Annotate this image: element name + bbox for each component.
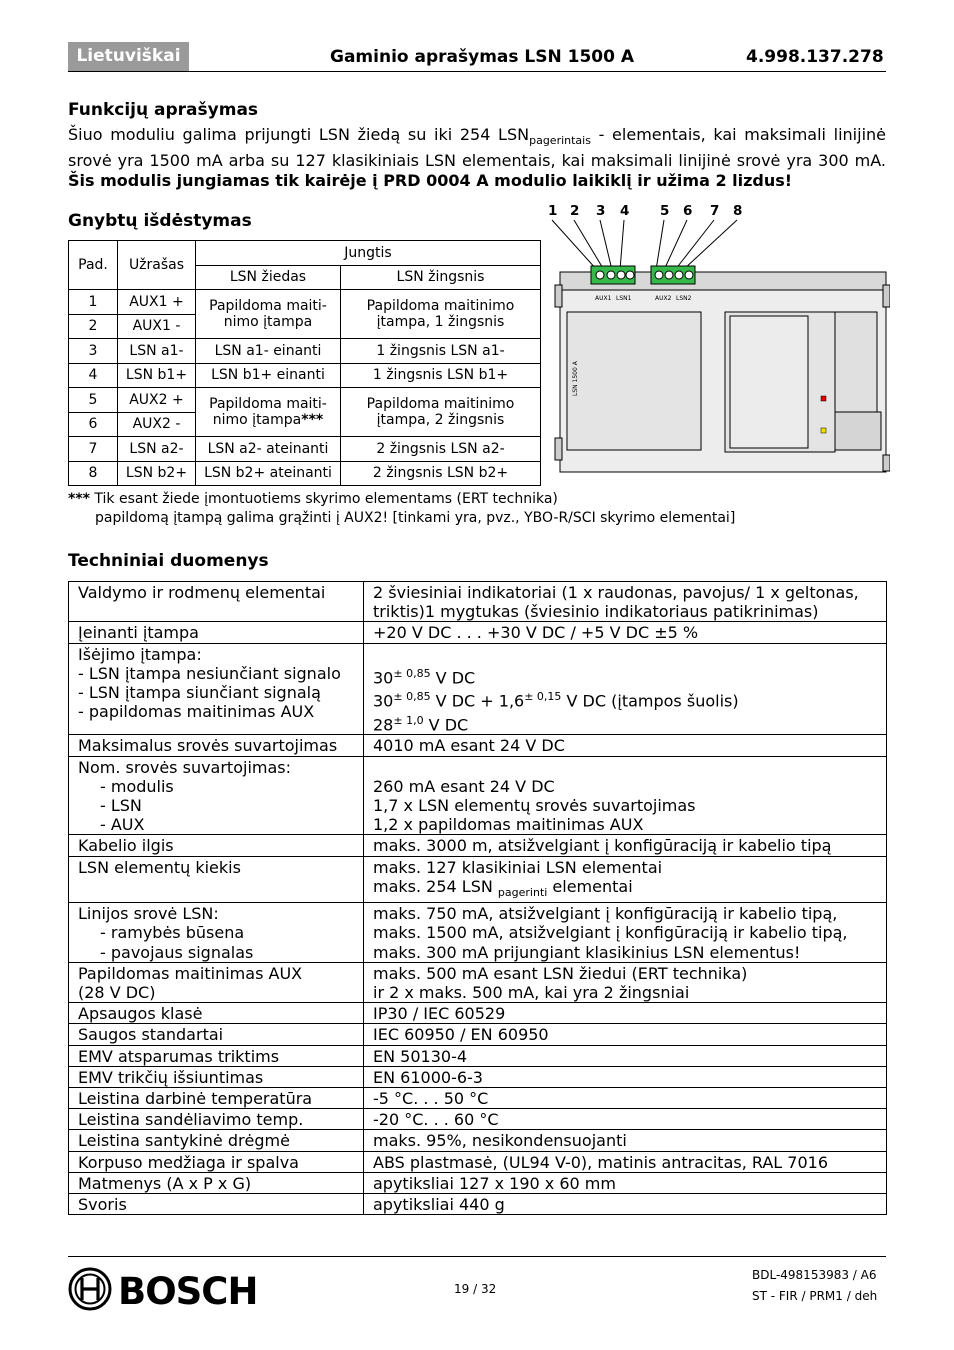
aux1-label: AUX1 xyxy=(595,295,612,302)
terminal-block-2 xyxy=(651,266,695,284)
spec-key xyxy=(69,643,364,735)
spec-value-line: maks. 500 mA esant LSN žiedui (ERT technika) xyxy=(373,963,748,983)
spec-value xyxy=(364,643,887,735)
spec-key-line: (28 V DC) xyxy=(78,983,156,1003)
pad-cell: 2 xyxy=(69,314,118,339)
value-part: elementai xyxy=(547,876,633,896)
table-row xyxy=(69,461,541,486)
function-heading: Funkcijų aprašymas xyxy=(68,100,259,120)
left-panel xyxy=(567,312,701,450)
spec-value xyxy=(364,903,887,963)
footer-doc-id: BDL-498153983 / A6 xyxy=(752,1268,877,1282)
pin-number: 1 xyxy=(548,203,558,219)
ring-cell: LSN b1+ einanti xyxy=(196,363,341,388)
pin-numbers xyxy=(548,203,742,219)
spec-key-line: - pavojaus signalas xyxy=(100,942,254,962)
spec-key-line: Išėjimo įtampa: xyxy=(78,644,202,664)
left-latch xyxy=(555,438,562,460)
value-part: 30 xyxy=(373,668,394,688)
spec-key: Apsaugos klasė xyxy=(69,1003,364,1024)
pad-cell: 4 xyxy=(69,363,118,388)
button-housing xyxy=(835,412,881,450)
bosch-logo xyxy=(68,1266,278,1312)
ring-text: Papildoma maiti-nimo įtampa xyxy=(209,396,327,428)
terminal-block-1 xyxy=(591,266,635,284)
table-row xyxy=(69,756,887,835)
spec-key: EMV atsparumas triktims xyxy=(69,1045,364,1066)
function-paragraph xyxy=(68,125,886,191)
yellow-led-icon xyxy=(821,428,826,433)
spec-key-line: - AUX xyxy=(100,815,145,835)
value-part: 28 xyxy=(373,715,394,735)
table-row xyxy=(69,1003,887,1024)
footer-department: ST - FIR / PRM1 / deh xyxy=(752,1289,878,1303)
spec-value-line: maks. 127 klasikiniai LSN elementai xyxy=(373,857,663,877)
label-cell: AUX1 - xyxy=(118,314,196,339)
spec-value xyxy=(364,856,887,903)
lsn2-label: LSN2 xyxy=(676,295,692,302)
table-row xyxy=(69,582,887,622)
stub-cell: 2 žingsnis LSN a2- xyxy=(341,437,541,462)
value-tolerance: ± 0,85 xyxy=(393,690,431,704)
spec-value: -5 °C. . . 50 °C xyxy=(364,1088,887,1109)
left-latch xyxy=(555,285,562,307)
spec-key: Įeinanti įtampa xyxy=(69,622,364,643)
spec-key-line: - papildomas maitinimas AUX xyxy=(78,702,315,722)
note-line-1: Tik esant žiede įmontuotiems skyrimo elementams (ERT technika) xyxy=(89,491,558,507)
spec-key: Svoris xyxy=(69,1194,364,1215)
value-subscript: pagerinti xyxy=(497,886,548,900)
technical-table xyxy=(68,581,887,1215)
table-row xyxy=(69,1151,887,1172)
spec-key-line: - LSN įtampa siunčiant signalą xyxy=(78,683,321,703)
bosch-armature-icon xyxy=(70,1269,110,1309)
spec-value xyxy=(364,756,887,835)
value-part: V DC + 1,6 xyxy=(430,691,525,711)
pin-number: 7 xyxy=(710,203,720,219)
spec-key-line: Linijos srovė LSN: xyxy=(78,904,219,924)
table-row xyxy=(69,735,887,756)
table-row xyxy=(69,1045,887,1066)
bosch-wordmark: BOSCH xyxy=(118,1270,258,1312)
technical-heading: Techniniai duomenys xyxy=(68,551,269,571)
value-part: maks. 254 LSN xyxy=(373,876,498,896)
table-row xyxy=(69,1066,887,1087)
language-tag: Lietuviškai xyxy=(68,42,189,71)
spec-value-line: maks. 300 mA prijungiant klasikinius LSN elementus! xyxy=(373,942,801,962)
spec-value: +20 V DC . . . +30 V DC / +5 V DC ±5 % xyxy=(364,622,887,643)
pin-number: 8 xyxy=(733,203,743,219)
right-latch xyxy=(883,285,890,307)
pad-cell: 8 xyxy=(69,461,118,486)
col-stub-header: LSN žingsnis xyxy=(341,265,541,290)
spec-key: LSN elementų kiekis xyxy=(69,856,364,903)
spec-value: IP30 / IEC 60529 xyxy=(364,1003,887,1024)
note-mark: *** xyxy=(68,491,90,507)
col-connection-header: Jungtis xyxy=(196,241,541,266)
pad-cell: 5 xyxy=(69,388,118,413)
ring-cell xyxy=(196,388,341,437)
table-row xyxy=(69,339,541,364)
value-part: V DC (įtampos šuolis) xyxy=(561,691,739,711)
spec-value: maks. 3000 m, atsižvelgiant į konfigūraciją ir kabelio tipą xyxy=(364,835,887,856)
spec-value: EN 61000-6-3 xyxy=(364,1066,887,1087)
ring-cell: Papildoma maiti-nimo įtampa xyxy=(196,290,341,339)
inner-panel xyxy=(730,316,808,448)
pin-number: 3 xyxy=(596,203,606,219)
table-row xyxy=(69,622,887,643)
spec-value-line xyxy=(373,877,880,902)
aux2-label: AUX2 xyxy=(655,295,672,302)
stub-cell: 1 žingsnis LSN a1- xyxy=(341,339,541,364)
function-subscript: pagerintais xyxy=(529,134,591,148)
spec-value-line: 1,2 x papildomas maitinimas AUX xyxy=(373,815,644,835)
ring-mark: *** xyxy=(301,412,324,428)
spec-value: 2 šviesiniai indikatoriai (1 x raudonas, pavojus/ 1 x geltonas, triktis)1 mygtukas (šviesinio indikatoriaus patikrinimas) xyxy=(364,582,887,622)
label-cell: AUX2 + xyxy=(118,388,196,413)
table-row xyxy=(69,1109,887,1130)
spec-value: IEC 60950 / EN 60950 xyxy=(364,1024,887,1045)
pad-cell: 3 xyxy=(69,339,118,364)
value-part: 30 xyxy=(373,691,394,711)
col-ring-header: LSN žiedas xyxy=(196,265,341,290)
spec-value xyxy=(364,962,887,1002)
col-pad-header: Pad. xyxy=(69,241,118,290)
pin-number: 4 xyxy=(620,203,630,219)
table-row xyxy=(69,643,887,735)
stub-cell: 1 žingsnis LSN b1+ xyxy=(341,363,541,388)
pin-number: 2 xyxy=(570,203,580,219)
spec-key xyxy=(69,962,364,1002)
spec-key-line: Nom. srovės suvartojimas: xyxy=(78,757,291,777)
function-text-bold: Šis modulis jungiamas tik kairėje į PRD 0004 A modulio laikiklį ir užima 2 lizdus! xyxy=(68,171,793,191)
table-row xyxy=(69,1024,887,1045)
spec-key xyxy=(69,903,364,963)
label-cell: LSN b1+ xyxy=(118,363,196,388)
spec-value: 4010 mA esant 24 V DC xyxy=(364,735,887,756)
spec-value: apytiksliai 440 g xyxy=(364,1194,887,1215)
value-tolerance: ± 0,15 xyxy=(524,690,562,704)
table-row xyxy=(69,962,887,1002)
ring-cell: LSN a1- einanti xyxy=(196,339,341,364)
table-row xyxy=(69,437,541,462)
terminal-table xyxy=(68,240,541,486)
table-row xyxy=(69,363,541,388)
document-title: Gaminio aprašymas LSN 1500 A xyxy=(330,47,635,67)
spec-value: ABS plastmasė, (UL94 V-0), matinis antracitas, RAL 7016 xyxy=(364,1151,887,1172)
label-cell: LSN a2- xyxy=(118,437,196,462)
terminals-heading: Gnybtų išdėstymas xyxy=(68,211,252,231)
spec-value-line: maks. 1500 mA, atsižvelgiant į konfigūraciją ir kabelio tipą, xyxy=(373,923,848,943)
side-panel xyxy=(835,312,877,420)
spec-value-line xyxy=(373,711,880,735)
spec-key: Matmenys (A x P x G) xyxy=(69,1172,364,1193)
function-text-1: Šiuo moduliu galima prijungti LSN žiedą su iki 254 LSN xyxy=(68,125,530,144)
spec-key: Maksimalus srovės suvartojimas xyxy=(69,735,364,756)
label-cell: LSN a1- xyxy=(118,339,196,364)
pad-cell: 7 xyxy=(69,437,118,462)
stub-cell: 2 žingsnis LSN b2+ xyxy=(341,461,541,486)
function-text-2: - elementais, kai maksimali linijinė srovė yra 1500 mA arba su 127 klasikiniais LSN elementais, kai maksimali linijinė srovė yra 300 mA. xyxy=(68,125,886,171)
table-row xyxy=(69,388,541,413)
table-row xyxy=(69,290,541,315)
spec-value: apytiksliai 127 x 190 x 60 mm xyxy=(364,1172,887,1193)
spec-value: -20 °C. . . 60 °C xyxy=(364,1109,887,1130)
value-part: V DC xyxy=(423,715,469,735)
spec-value: maks. 95%, nesikondensuojanti xyxy=(364,1130,887,1151)
spec-key: Leistina santykinė drėgmė xyxy=(69,1130,364,1151)
spec-key: Valdymo ir rodmenų elementai xyxy=(69,582,364,622)
terminal-note xyxy=(68,490,735,528)
spec-key: Saugos standartai xyxy=(69,1024,364,1045)
module-diagram xyxy=(545,200,890,480)
table-row xyxy=(69,856,887,903)
spec-key-line: - ramybės būsena xyxy=(100,923,245,943)
document-number: 4.998.137.278 xyxy=(746,47,884,67)
spec-key xyxy=(69,756,364,835)
spec-key: Leistina darbinė temperatūra xyxy=(69,1088,364,1109)
table-row xyxy=(69,835,887,856)
pad-cell: 1 xyxy=(69,290,118,315)
page-number: 19 / 32 xyxy=(454,1282,497,1296)
value-part: V DC xyxy=(430,668,476,688)
spec-value-line xyxy=(373,687,880,711)
spec-value-line xyxy=(373,664,880,688)
spec-value: EN 50130-4 xyxy=(364,1045,887,1066)
table-row xyxy=(69,1194,887,1215)
right-latch xyxy=(883,455,890,471)
red-led-icon xyxy=(821,396,826,401)
spec-key-line: Papildomas maitinimas AUX xyxy=(78,963,303,983)
stub-cell: Papildoma maitinimo įtampa, 1 žingsnis xyxy=(341,290,541,339)
table-row xyxy=(69,1088,887,1109)
spec-key: Leistina sandėliavimo temp. xyxy=(69,1109,364,1130)
col-label-header: Užrašas xyxy=(118,241,196,290)
spec-value-line: maks. 750 mA, atsižvelgiant į konfigūraciją ir kabelio tipą, xyxy=(373,904,838,924)
spec-key-line: - LSN įtampa nesiunčiant signalo xyxy=(78,663,341,683)
spec-key: Kabelio ilgis xyxy=(69,835,364,856)
label-cell: LSN b2+ xyxy=(118,461,196,486)
footer-rule xyxy=(68,1256,886,1257)
spec-value-line: 1,7 x LSN elementų srovės suvartojimas xyxy=(373,796,696,816)
table-row xyxy=(69,1130,887,1151)
value-tolerance: ± 0,85 xyxy=(393,666,431,680)
spec-key: Korpuso medžiaga ir spalva xyxy=(69,1151,364,1172)
spec-key: EMV trikčių išsiuntimas xyxy=(69,1066,364,1087)
value-tolerance: ± 1,0 xyxy=(393,713,424,727)
pin-number: 6 xyxy=(683,203,693,219)
lsn1-label: LSN1 xyxy=(616,295,632,302)
label-cell: AUX1 + xyxy=(118,290,196,315)
spec-value-line: ir 2 x maks. 500 mA, kai yra 2 žingsniai xyxy=(373,983,690,1003)
ring-cell: LSN b2+ ateinanti xyxy=(196,461,341,486)
leader-lines xyxy=(552,220,737,270)
spec-value-line: 260 mA esant 24 V DC xyxy=(373,776,555,796)
note-line-2: papildomą įtampą galima grąžinti į AUX2! [tinkami yra, pvz., YBO-R/SCI skyrimo elementai] xyxy=(95,510,736,526)
pin-number: 5 xyxy=(660,203,670,219)
ring-cell: LSN a2- ateinanti xyxy=(196,437,341,462)
header-rule xyxy=(68,71,886,72)
pad-cell: 6 xyxy=(69,412,118,437)
module-side-label: LSN 1500 A xyxy=(572,361,579,396)
table-row xyxy=(69,1172,887,1193)
spec-key-line: - LSN xyxy=(100,796,142,816)
table-row xyxy=(69,903,887,963)
spec-key-line: - modulis xyxy=(100,776,174,796)
label-cell: AUX2 - xyxy=(118,412,196,437)
stub-cell: Papildoma maitinimo įtampa, 2 žingsnis xyxy=(341,388,541,437)
